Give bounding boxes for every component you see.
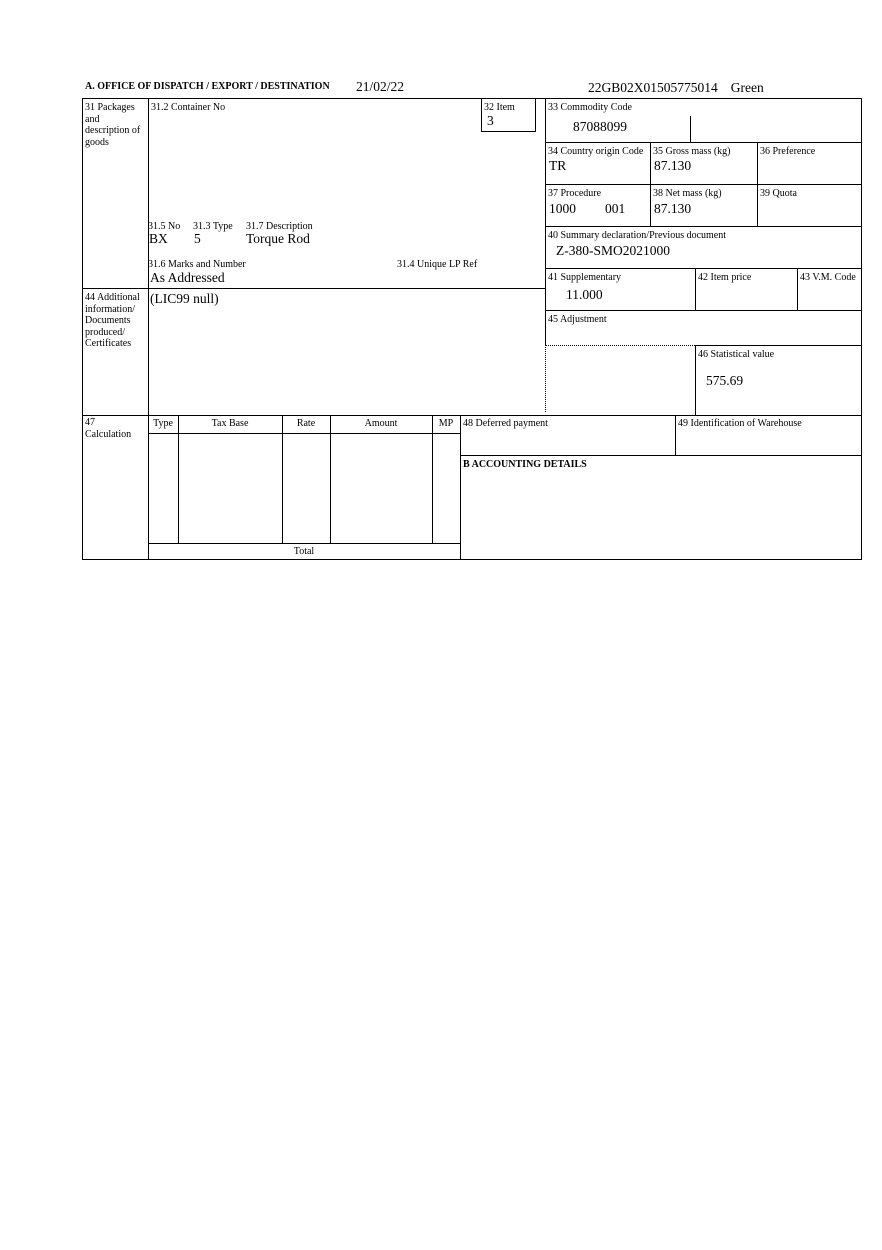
grid-line [797, 268, 798, 310]
box35-gross-mass: 87.130 [654, 158, 692, 173]
box41-label: 41 Supplementary [548, 272, 622, 283]
commodity-code-divider [690, 116, 691, 142]
grid-line [148, 98, 149, 560]
calc-header-type: Type [153, 418, 173, 429]
box36-label: 36 Preference [760, 146, 816, 157]
grid-line [460, 455, 862, 456]
grid-line [481, 98, 482, 132]
box38-label: 38 Net mass (kg) [653, 188, 722, 199]
box37-label: 37 Procedure [548, 188, 602, 199]
grid-line [82, 415, 862, 416]
grid-line [148, 433, 460, 434]
box31-7-goods-description: Torque Rod [246, 231, 310, 246]
mrn-and-routing [588, 80, 764, 95]
calc-total-label: Total [293, 546, 315, 557]
box43-label: 43 V.M. Code [800, 272, 856, 283]
box45-label: 45 Adjustment [548, 314, 607, 325]
grid-line [282, 415, 283, 543]
grid-line [545, 142, 862, 143]
box31-3-package-type: 5 [194, 231, 201, 246]
dotted-grid-line [545, 345, 695, 346]
grid-line [675, 415, 676, 455]
routing-status: Green [730, 80, 764, 95]
box34-label: 34 Country origin Code [548, 146, 644, 157]
box44-additional-information: (LIC99 null) [150, 291, 219, 306]
box31-label: 31 Packages and description of goods [85, 102, 141, 148]
grid-line [460, 415, 461, 560]
box42-label: 42 Item price [698, 272, 752, 283]
grid-line [82, 98, 862, 99]
box34-country-origin: TR [549, 158, 567, 173]
grid-line [481, 131, 535, 132]
box46-statistical-value: 575.69 [706, 373, 744, 388]
mrn-number: 22GB02X01505775014 [588, 80, 718, 95]
box31-3-label: 31.3 Type [193, 221, 233, 232]
box37-procedure-extension: 001 [605, 201, 626, 216]
box47-label: 47 Calculation [85, 417, 132, 440]
box40-previous-document: Z-380-SMO2021000 [556, 243, 670, 258]
grid-line [545, 184, 862, 185]
box39-label: 39 Quota [760, 188, 797, 199]
calc-header-tax-base: Tax Base [211, 418, 249, 429]
box33-commodity-code: 87088099 [573, 119, 627, 134]
grid-line [695, 345, 696, 415]
box37-procedure-code: 1000 [549, 201, 576, 216]
grid-line [545, 268, 862, 269]
grid-line [757, 142, 758, 226]
box46-label: 46 Statistical value [698, 349, 775, 360]
grid-line [535, 98, 536, 132]
box41-supplementary-units: 11.000 [566, 287, 603, 302]
grid-line [330, 415, 331, 543]
declaration-date: 21/02/22 [356, 79, 405, 94]
box31-7-label: 31.7 Description [246, 221, 313, 232]
box49-label: 49 Identification of Warehouse [678, 418, 802, 429]
grid-line [695, 268, 696, 310]
calc-header-rate: Rate [296, 418, 316, 429]
box48-label: 48 Deferred payment [463, 418, 548, 429]
grid-line [432, 415, 433, 543]
grid-line [148, 543, 460, 544]
box33-label: 33 Commodity Code [548, 102, 632, 113]
box31-5-label: 31.5 No [148, 221, 181, 232]
box32-label: 32 Item [484, 102, 515, 113]
box31-6-marks: As Addressed [150, 270, 225, 285]
grid-line [545, 226, 862, 227]
grid-line [82, 98, 83, 560]
grid-line [695, 345, 862, 346]
dotted-grid-line [545, 345, 546, 412]
accounting-details-label: B ACCOUNTING DETAILS [463, 459, 587, 470]
grid-line [545, 310, 862, 311]
box31-2-label: 31.2 Container No [151, 102, 226, 113]
grid-line [82, 559, 862, 560]
box44-label: 44 Additional information/ Documents produced/ Certificates [85, 292, 140, 349]
calc-header-amount: Amount [364, 418, 398, 429]
office-of-dispatch-label: A. OFFICE OF DISPATCH / EXPORT / DESTINATION [85, 81, 330, 92]
box31-4-label: 31.4 Unique LP Ref [397, 259, 478, 270]
box35-label: 35 Gross mass (kg) [653, 146, 731, 157]
grid-line [861, 98, 862, 560]
grid-line [545, 98, 546, 345]
grid-line [178, 415, 179, 543]
grid-line [650, 142, 651, 226]
box31-6-label: 31.6 Marks and Number [148, 259, 246, 270]
box40-label: 40 Summary declaration/Previous document [548, 230, 727, 241]
grid-line [82, 288, 545, 289]
box38-net-mass: 87.130 [654, 201, 692, 216]
calc-header-mp: MP [438, 418, 454, 429]
box32-item-number: 3 [487, 113, 494, 128]
box31-5-package-count: BX [149, 231, 168, 246]
